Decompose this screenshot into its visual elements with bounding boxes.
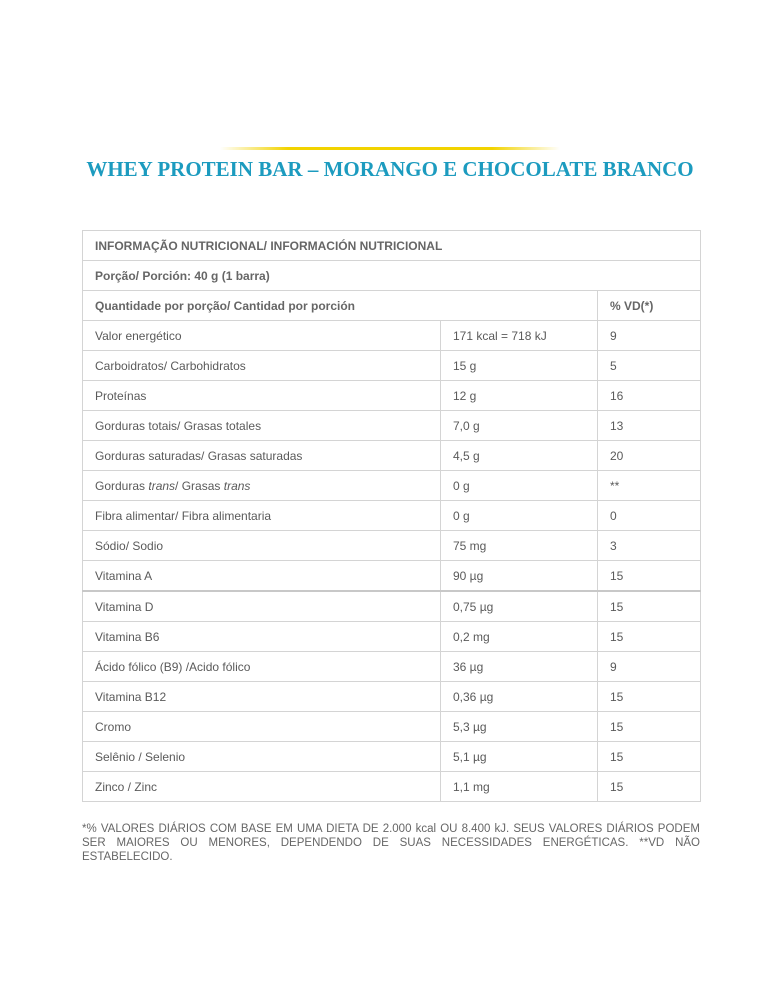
nutrient-name: Vitamina B6 [83, 622, 441, 652]
nutrient-amount: 36 µg [441, 652, 598, 682]
footnote-kj: kJ [494, 823, 506, 835]
footnote-part: . SEUS VALORES DIÁRIOS PODEM SER MAIORES OU MENORES, DEPENDENDO DE SUAS NECESSIDADES ENERGÉTICAS. **VD NÃO ESTABELECIDO. [82, 823, 700, 863]
nutrient-name: Selênio / Selenio [83, 742, 441, 772]
nutrient-vd: 9 [598, 652, 701, 682]
table-row [83, 742, 701, 772]
footnote-part: *% VALORES DIÁRIOS COM BASE EM UMA DIETA DE 2.000 [82, 823, 416, 835]
nutrient-vd: 15 [598, 591, 701, 622]
nutrient-amount: 0 g [441, 501, 598, 531]
nutrition-info-header: INFORMAÇÃO NUTRICIONAL/ INFORMACIÓN NUTRICIONAL [83, 231, 701, 261]
nutrient-amount: 75 mg [441, 531, 598, 561]
nutrient-name: Vitamina A [83, 561, 441, 592]
nutrient-vd: 16 [598, 381, 701, 411]
page-title: WHEY PROTEIN BAR – MORANGO E CHOCOLATE BRANCO [86, 157, 694, 181]
nutrient-name-italic: trans [148, 478, 176, 493]
nutrient-amount: 5,1 µg [441, 742, 598, 772]
nutrient-amount: 5,3 µg [441, 712, 598, 742]
nutrient-name: Valor energético [83, 321, 441, 351]
table-row [83, 501, 701, 531]
nutrient-amount: 1,1 mg [441, 772, 598, 802]
nutrient-vd: 5 [598, 351, 701, 381]
nutrient-amount: 0,75 µg [441, 591, 598, 622]
table-row [83, 321, 701, 351]
nutrient-amount: 4,5 g [441, 441, 598, 471]
nutrient-name [83, 471, 441, 501]
nutrient-vd: 15 [598, 772, 701, 802]
nutrient-name: Fibra alimentar/ Fibra alimentaria [83, 501, 441, 531]
table-row [83, 471, 701, 501]
footnote [82, 822, 700, 864]
nutrient-name: Vitamina D [83, 591, 441, 622]
nutrient-name: Zinco / Zinc [83, 772, 441, 802]
nutrient-vd: 15 [598, 712, 701, 742]
nutrient-vd: 0 [598, 501, 701, 531]
portion-row [83, 261, 701, 291]
quantity-header: Quantidade por porção/ Cantidad por porción [83, 291, 598, 321]
nutrient-vd: 15 [598, 682, 701, 712]
table-row [83, 652, 701, 682]
nutrient-name-italic: trans [223, 478, 251, 493]
nutrient-amount: 0,2 mg [441, 622, 598, 652]
column-header-row [83, 291, 701, 321]
nutrient-amount: 171 kcal = 718 kJ [441, 321, 598, 351]
nutrient-vd: 15 [598, 622, 701, 652]
table-row [83, 531, 701, 561]
nutrient-vd: 9 [598, 321, 701, 351]
nutrient-amount: 12 g [441, 381, 598, 411]
nutrient-amount: 0 g [441, 471, 598, 501]
nutrient-amount: 7,0 g [441, 411, 598, 441]
table-row [83, 712, 701, 742]
nutrient-name: Vitamina B12 [83, 682, 441, 712]
nutrient-name-part: / Grasas [175, 478, 224, 493]
vd-header: % VD(*) [598, 291, 701, 321]
nutrient-vd: 13 [598, 411, 701, 441]
nutrient-name: Proteínas [83, 381, 441, 411]
table-row [83, 772, 701, 802]
nutrient-vd: 15 [598, 742, 701, 772]
nutrient-name: Sódio/ Sodio [83, 531, 441, 561]
title-accent-line [220, 147, 560, 150]
table-row [83, 411, 701, 441]
nutrient-name: Cromo [83, 712, 441, 742]
nutrient-name: Gorduras totais/ Grasas totales [83, 411, 441, 441]
table-row [83, 441, 701, 471]
nutrient-vd: 20 [598, 441, 701, 471]
nutrient-amount: 90 µg [441, 561, 598, 592]
table-row [83, 561, 701, 592]
nutrient-vd: ** [598, 471, 701, 501]
table-row [83, 591, 701, 622]
footnote-part: OU 8.400 [436, 823, 495, 835]
nutrient-amount: 15 g [441, 351, 598, 381]
nutrient-amount: 0,36 µg [441, 682, 598, 712]
footnote-kcal: kcal [415, 823, 437, 835]
nutrition-table [82, 230, 701, 802]
table-row [83, 351, 701, 381]
nutrient-name: Gorduras saturadas/ Grasas saturadas [83, 441, 441, 471]
nutrient-name-part: Gorduras [95, 478, 149, 493]
nutrient-name: Ácido fólico (B9) /Acido fólico [83, 652, 441, 682]
table-row [83, 622, 701, 652]
nutrient-vd: 3 [598, 531, 701, 561]
portion-label: Porção/ Porción: 40 g (1 barra) [83, 261, 701, 291]
table-header-row [83, 231, 701, 261]
table-row [83, 682, 701, 712]
nutrient-name: Carboidratos/ Carbohidratos [83, 351, 441, 381]
table-row [83, 381, 701, 411]
nutrient-vd: 15 [598, 561, 701, 592]
